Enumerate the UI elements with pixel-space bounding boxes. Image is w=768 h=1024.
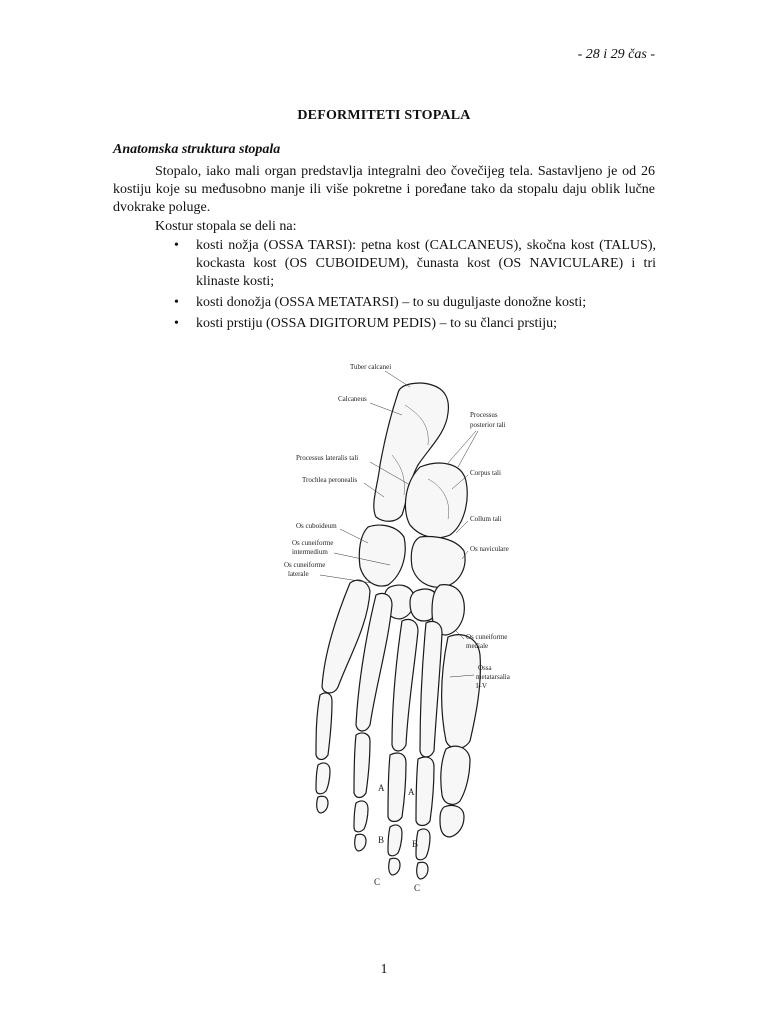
label-phalanx-b-right: B (412, 839, 419, 849)
intro-text: Stopalo, iako mali organ predstavlja integralni deo čovečijeg tela. Sastavljeno je od 26 kostiju koje su međusobno manje ili više pokretne i poređane tako da stopalu daju oblik lučne dvokrake poluge. (113, 164, 655, 215)
phalanx-toe3-proximal (388, 753, 406, 821)
label-cuneiforme-mediale-1: Os cuneiforme (466, 633, 508, 641)
label-processus-2: posterior tali (470, 421, 506, 429)
label-processus-lateralis: Processus lateralis tali (296, 454, 359, 462)
page-number: 1 (380, 962, 388, 977)
phalanx-toe3-distal (389, 858, 400, 875)
bullet-text: kosti prstiju (OSSA DIGITORUM PEDIS) – to su članci prstiju; (196, 316, 558, 331)
label-calcaneus: Calcaneus (338, 395, 367, 403)
metatarsal-2 (420, 621, 442, 757)
phalanx-toe4-proximal (354, 733, 370, 798)
foot-skeleton-illustration (280, 355, 540, 900)
label-phalanx-b-left: B (378, 835, 385, 845)
bullet-text: kosti donožja (OSSA METATARSI) – to su duguljaste donožne kosti; (196, 295, 587, 310)
metatarsal-3 (392, 619, 418, 751)
label-ossa-metatarsalia-1: Ossa (478, 664, 492, 672)
foot-skeleton-figure (280, 355, 540, 900)
phalanx-toe1-proximal (441, 746, 470, 804)
label-cuneiforme-intermedium-2: intermedium (292, 548, 328, 556)
phalanx-toe3-middle (388, 825, 402, 856)
phalanx-toe2-proximal (416, 757, 434, 825)
lesson-note: - 28 i 29 čas - (577, 47, 655, 62)
label-tuber-calcanei: Tuber calcanei (350, 363, 392, 371)
label-phalanx-c-right: C (414, 883, 421, 893)
label-os-cuboideum: Os cuboideum (296, 522, 337, 530)
label-ossa-metatarsalia-3: I–V (476, 682, 487, 690)
bullet-item (170, 315, 656, 333)
phalanx-toe5-distal (317, 796, 328, 813)
phalanx-toe4-distal (355, 834, 366, 851)
cuboid-bone (359, 525, 405, 586)
label-cuneiforme-mediale-2: mediale (466, 642, 489, 650)
talus-bone (405, 463, 467, 538)
label-processus-1: Processus (470, 411, 498, 419)
bullet-text: kosti nožja (OSSA TARSI): petna kost (CALCANEUS), skočna kost (TALUS), kockasta kost (OS CUBOIDEUM), čunasta kost (OS NAVICULARE) i tri klinaste kosti; (196, 238, 656, 289)
section-heading: Anatomska struktura stopala (113, 142, 281, 157)
phalanx-toe5-middle (316, 763, 330, 794)
label-phalanx-c-left: C (374, 877, 381, 887)
bullet-list (170, 237, 656, 336)
label-phalanx-a-left: A (378, 783, 385, 793)
label-cuneiforme-laterale-2: laterale (288, 570, 309, 578)
bullet-item (170, 294, 656, 312)
label-ossa-metatarsalia-2: metatarsalia (476, 673, 510, 681)
metatarsal-1 (442, 635, 481, 749)
document-title: DEFORMITETI STOPALA (297, 108, 471, 123)
phalanx-toe1-distal (440, 805, 464, 837)
bullet-glyph: • (174, 316, 179, 331)
phalanx-toe2-middle (416, 829, 430, 860)
phalanx-toe4-middle (354, 801, 368, 832)
label-os-naviculare: Os naviculare (470, 545, 509, 553)
label-trochlea: Trochlea peronealis (302, 476, 358, 484)
label-corpus-tali: Corpus tali (470, 469, 501, 477)
navicular-bone (411, 537, 465, 588)
label-collum-tali: Collum tali (470, 515, 502, 523)
bullet-item (170, 237, 656, 291)
bullet-glyph: • (174, 238, 179, 253)
intro-paragraph (113, 163, 655, 217)
label-phalanx-a-right: A (408, 787, 415, 797)
phalanx-toe5-proximal (316, 693, 332, 760)
label-cuneiforme-laterale-1: Os cuneiforme (284, 561, 326, 569)
label-cuneiforme-intermedium-1: Os cuneiforme (292, 539, 334, 547)
skeleton-intro: Kostur stopala se deli na: (155, 219, 297, 234)
bullet-glyph: • (174, 295, 179, 310)
phalanx-toe2-distal (417, 862, 428, 879)
